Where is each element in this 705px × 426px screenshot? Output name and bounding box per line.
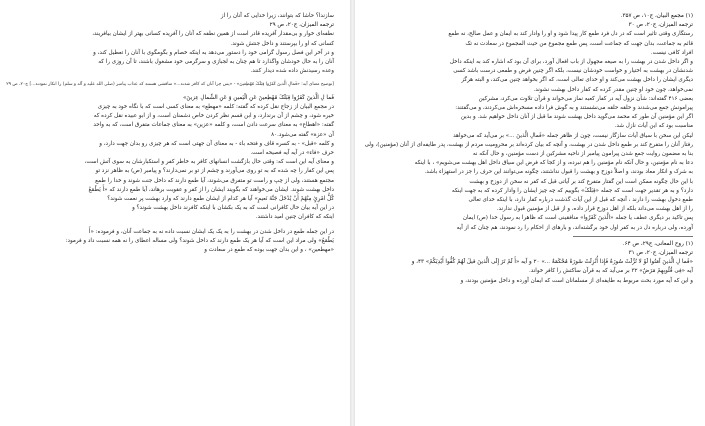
right-page: [355, 0, 705, 426]
text-line: افراد کافی نیست.: [650, 49, 693, 56]
left-page-text: [6, 12, 334, 255]
text-line: با این حال چگونه ممکن است این گفتار متفرع کند بر آیاتی قبل که کفر نه سخن از دوزخ و بهشت: [469, 178, 693, 185]
text-line: بنا به مضمون روایت جمع شدن پیرامون پیامبر از ناحیه مشرکین از دست مؤمنین، و حال آنکه نه: [472, 151, 693, 158]
source-reference: ترجمه المیزان، ج۲۰، ص ۳۱: [628, 250, 693, 257]
text-line: را از اهل بهشت می‌داند بلکه از اهل دوزخ قرار داده، و از قبل از مؤمنین قبول ندارند.: [496, 206, 693, 213]
text-line: و کلمه «قبل» - به کسره قاف و فتحه باء - به معنای آن جهتی است که هر چیزی رو بدان جهت دارد، و: [99, 140, 334, 147]
text-line: داخل بهشت شوند. ایشان می‌خواهند که بگویند ایشان را از کفر و عقوبت برهاند، آیا طمع دارند که «أَ یَطْمَعُ: [88, 186, 334, 193]
text-line: رفتار آنان را متفرع کند بر طمع داخل شدن در بهشت، و آنچه که بیان کرده‌اند بر محرومیت مردم از بهشت، پدر طایفه‌ای از آنان (مؤمنین)، ولی: [364, 141, 693, 148]
text-line: دیگری ایشان را داخل بهشت می‌کند و او خدای تعالی است، که اگر بخواهد چنین می‌کند، و البته هرگز: [461, 77, 693, 84]
text-line: پس این کفار را چه شده که به تو روی می‌آورند و چشم از تو بر نمی‌دارند؟ و پیامبر (ص) به ظاهر نزد تو: [95, 168, 334, 175]
text-line: در مجمع البیان از زجاج نقل کرده که گفته: کلمه «مهطع» به معنای کسی است که با نگاه خود به چیزی: [97, 104, 334, 111]
text-line: قائم به جماعت، بدان جهت که جماعت است، پس طمع مجموع من حیث المجموع در سعادت نه تک: [465, 40, 693, 47]
text-line: مناسبت بود که این آیات نازل شد.: [614, 123, 693, 130]
text-line: کُلُّ امْرِئٍ مِنْهُمْ أَنْ یُدْخَلَ جَنَّةَ نَعیمٍ» آیا هر کدام از ایشان طمع دارند که وارد بهشت پر نعمت شوند؟: [107, 196, 334, 203]
text-line: حرف «فاء» در آیه آیه فصیحه است.: [250, 150, 334, 157]
footnote-divider: [573, 236, 693, 237]
footnote-reference: (۱) مجمع البیان، ج۱۰، ص ۳۵۷.: [620, 13, 693, 19]
text-line: یَطْمَعُ» ولی مراد این است که آیا هر یک طمع دارند که داخل شوند؟ ولی مساله اعطای را نه همه نسبت داد و فرمود:: [65, 237, 334, 244]
note-line: [توضیح معنای آیه: «فَمالِ الَّذینَ کَفَرُوا قِبَلَکَ مُهْطِعینَ» - «پس چرا آنان که کافر شدند...» مناقشی هستند که عذاب پیامبر (صلی الله علیه و آله و سلم) را انکار نمودند...] ج۲۰، ص ۲۹: [6, 82, 334, 88]
text-line: مجتمع هستند، ولی از چپ و راست تو متفرق می‌شوند، آیا طمع دارند که داخل جنت شوند و خدا را طمع: [95, 177, 334, 184]
text-line: اگر این مؤمنین آن طور که محمد می‌گوید داخل بهشت شوند ما قبل از آنان داخل خواهیم شد. و بدین: [460, 114, 693, 121]
text-line: در این جمله طمع در داخل شدن در بهشت را به یک یک ایشان نسبت داده نه به جماعت آنان، و فرموده: «أَ: [88, 228, 334, 235]
source-reference: ترجمه المیزان، ج۲۰، ص ۳۰: [628, 22, 693, 29]
text-line: کسانی که او را بپرستند و داخل جنتش شوند.: [230, 40, 334, 47]
text-line: دارد؟ و به هر تقدیر جهت است که جمله «قِبَلَکَ» بگوییم که چه چیز ایشان را وادار کرده که به جهت اینکه: [451, 187, 693, 194]
text-line: پیرامونش جمع می‌شدند و حلقه حلقه می‌نشستند و به گوش فرا داده مسخره‌اش می‌کردند، و می‌گفتند:: [455, 105, 693, 112]
quran-verse: فَما لِ الَّذینَ کَفَرُوا قِبَلَکَ مُهْطِعینَ عَنِ الْیَمینِ وَ عَنِ الشِّمالِ عِزینَ»: [182, 94, 334, 101]
text-line: به شرک و انکار معاد بودند، و اصلاً دوزخ و بهشت را قبول نداشتند، چگونه می‌توانند این حرف را جز در استهزاء باشد.: [424, 169, 693, 176]
text-line: «مهطعین» ، و این بدان جهت بوده که طمع در سعادت و: [204, 247, 334, 254]
text-line: در این آیه بیان حال کافرانی است که به یک بکشان با اینکه کافرند داخل بهشت شوند؟ و: [132, 205, 334, 212]
footnote-reference: (۱) روح المعانی، ج۲۹، ص ۶۴.: [622, 240, 693, 247]
text-line: آورده، ولی درباره دل در به کفر اول خود برگشته‌اند، و بارهای از احکام را رد نمودند، هم چنان که از آیه: [456, 224, 693, 231]
text-line: و این که آیه مورد بحث مربوط به طایفه‌ای از مسلمانان است که ایمان آورده و داخل مؤمنین بودند، و: [460, 277, 693, 284]
text-line: سازندا؟ حاشا که بتوانند، زیرا خدایی که آنان را از: [220, 13, 334, 19]
text-line: آیه «فِی قُلُوبِهِمْ مَرَضٌ» ۳۲ بر می‌آید که به قرآن ساکتش را کافر خواند.: [529, 268, 693, 275]
text-line: و اگر داخل شدن در بهشت را به صیغه مجهول از باب افعال آورد، برای آن بود که اشاره کند به اینکه داخل: [449, 59, 693, 66]
text-line: گفته: «اهطاع» به معنای سرعت دادن است، و کلمه «عزین» به معنای جماعات متفرق است، که به واحد: [93, 122, 334, 129]
left-page: [0, 0, 350, 426]
text-line: اینکه که کافران چنین امید داشتند.: [255, 214, 334, 221]
text-line: آنان را به حال خودشان واگذارد تا هم چنان به لجبازی و سرگرمی خود مشغول باشند، تا آن روزی را که: [98, 59, 334, 66]
text-line: رستگاری وقتی تاثیر است که در دل فرد طمع کار پیدا شود و او را وادار کند به ایمان و عمل صالح، نه طمع: [448, 31, 693, 38]
text-line: شدنشان در بهشت به اختیار و خواست خودشان نیست، بلکه اگر چنین فرض و طمعی درست باشد کسی: [453, 68, 693, 75]
text-line: وعده رسیدنش داده شده دیدار کنند.: [250, 68, 334, 75]
text-line: لیکن این سخن با سیاق آیات سازگار نیست، چون از ظاهر جمله «فَمالِ الَّذینَ ...» بر می‌آید که می‌خواهد: [453, 132, 693, 139]
text-line: طمع دخول بهشت را دارند ، آنچه که قبل از این آیات گذشت درباره کفار دارد، با اینکه خدای تعالی: [468, 197, 693, 204]
text-line: نطفه‌ای خوار و بی‌مقدار آفریده قادر است از همین نطفه که آنان را آفریده کسانی بهتر از ایشان بیافریند،: [92, 31, 334, 38]
quran-verse: «فَما لِ الَّذینَ آمَنُوا لَوْ لا نُزِّلَتْ سُورَةٌ فَإِذا أُنْزِلَتْ سُورَةٌ مُحْکَمَةٌ ...» ۲۰ و آیه «أَ لَمْ تَرَ إِلَی الَّذینَ قیلَ لَهُمْ کُفُّوا أَیْدِیَکُمْ» ۴۳، و: [411, 259, 693, 266]
text-line: پس تاکید بر دیگری عطف یا جمله «الَّذینَ کَفَرُوا» منافقینی است که ظاهرا به رسول خدا (ص) ایمان: [462, 215, 693, 222]
text-line: و در آخر این فصل رسول گرامی خود را دستور می‌دهد به اینکه خصام و بگومگوی با آنان را تعطیل کند، و: [93, 49, 334, 56]
text-line: نمی‌خواهد، چون خود او چنین مقدر کرده که کفار داخل بهشت نشوند.: [533, 86, 693, 93]
text-line: بعضی ۴۱۶ گفته‌اند: شأن نزول آیه در کفار کعبه نماز می‌خواند و قرآن تلاوت می‌کرد، مشرکین: [478, 95, 693, 102]
text-line: آن «عزة» گفته می‌شود.۸۰: [271, 131, 334, 138]
source-reference: ترجمه المیزان، ج۲۰، ص ۲۹: [269, 22, 334, 29]
right-page-text: [364, 12, 693, 286]
text-line: و معنای آیه این است که: وقتی حال بازگشت انسانهای کافر به خاطر کفر و استکبارشان به سوی آتش است،: [84, 159, 334, 166]
text-line: خیره شود، و چشم از آن برندارد، و ابن قسم نظر کردن خاص دشمنان است، و از ابو عبیده نقل کرده که: [93, 113, 334, 120]
text-line: دعا به نام مؤمنین، و حال آنکه نام مؤمنین را هم نبرده، و از کجا که فرض این سیاق داخل اهل بهشت می‌شویم» ، با اینکه: [414, 160, 693, 167]
